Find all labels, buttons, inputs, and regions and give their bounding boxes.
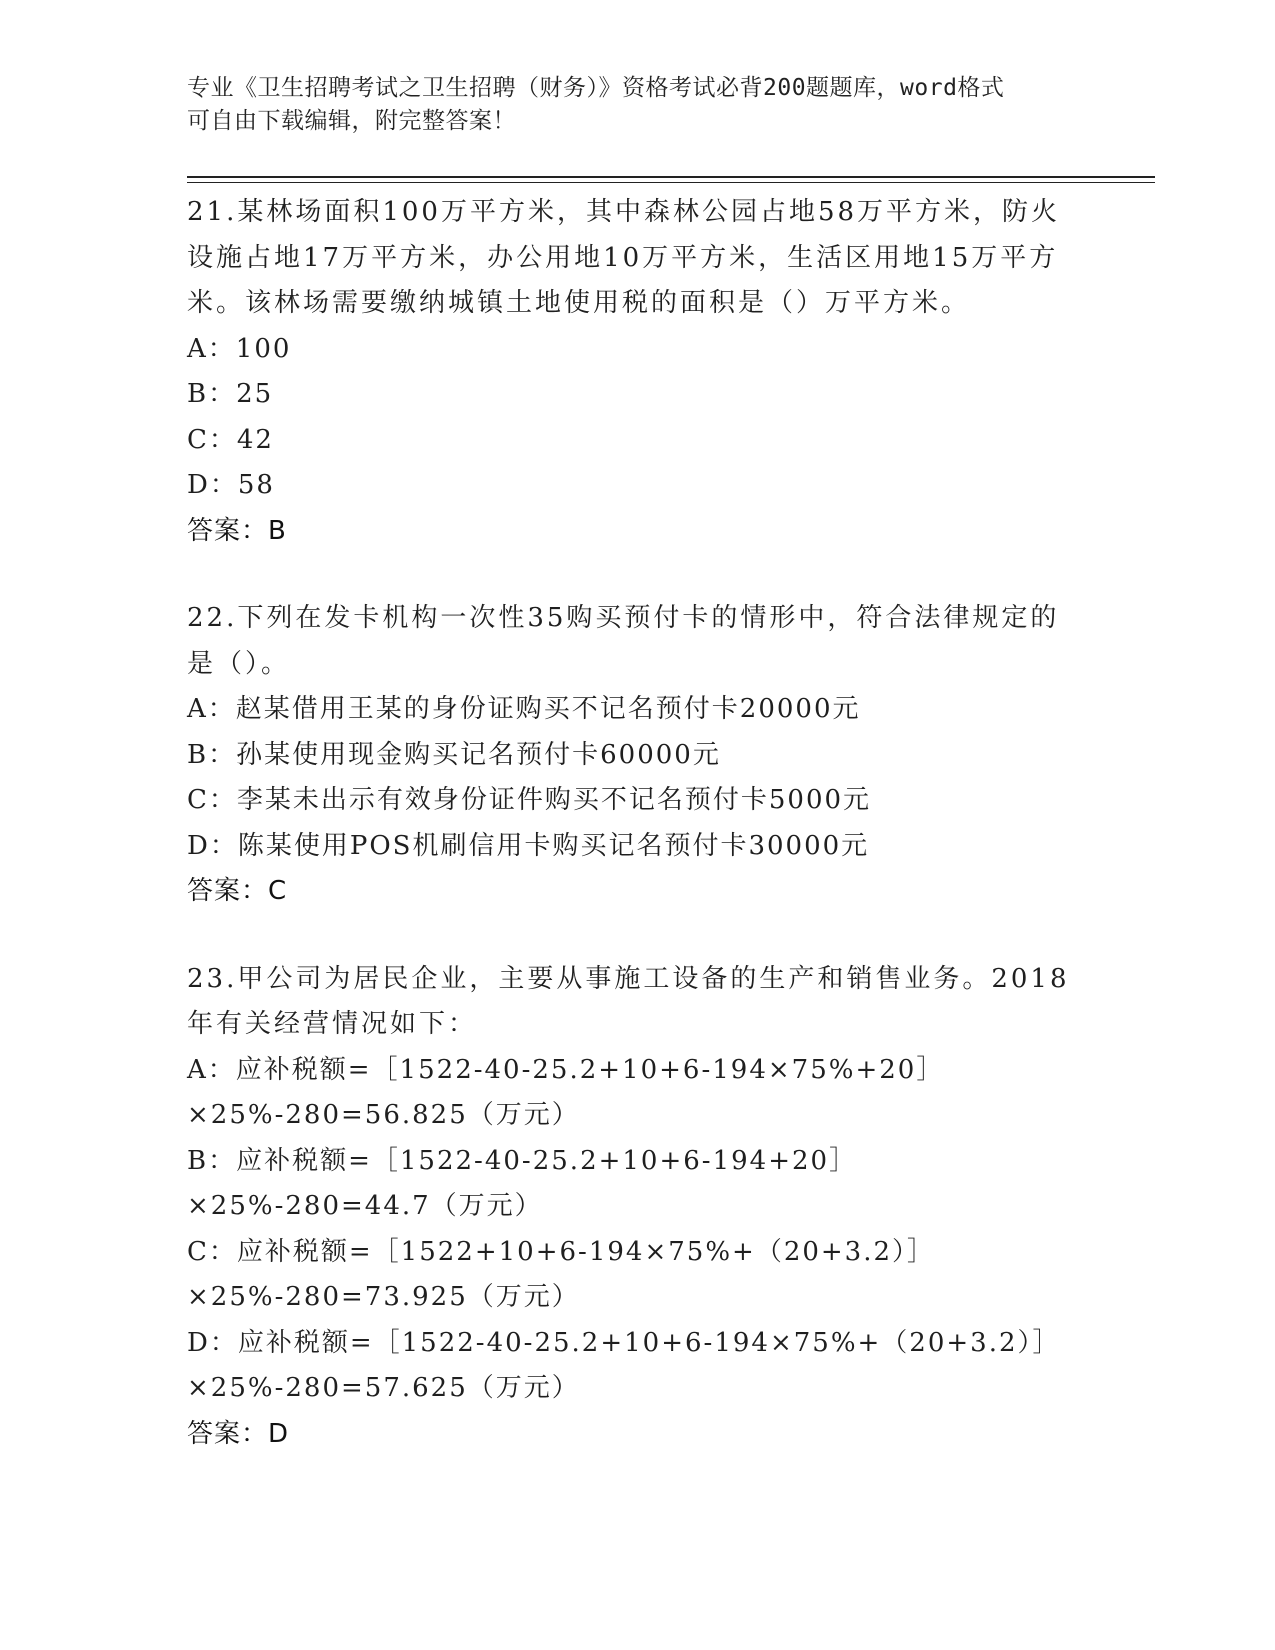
header-title-line2: 可自由下载编辑，附完整答案！ [187,108,516,134]
question-22 [187,596,1087,915]
answer-line: 答案：C [187,876,288,906]
header-divider-thin [187,182,1155,183]
question-list [187,190,1087,1499]
option-b: B：25 [187,379,274,409]
question-23 [187,957,1087,1458]
question-stem: 23.甲公司为居民企业，主要从事施工设备的生产和销售业务。2018年有关经营情况如下： [187,963,1070,1039]
option-a: A：应补税额=［1522-40-25.2+10+6-194×75%+20］×25%-280=56.825（万元） [187,1054,945,1130]
option-a: A：100 [187,333,292,364]
option-c: C：应补税额=［1522+10+6-194×75%+（20+3.2）］×25%-280=73.925（万元） [187,1236,936,1312]
document-header [187,72,1087,138]
option-c: C：李某未出示有效身份证件购买不记名预付卡5000元 [187,785,872,815]
option-d: D：58 [187,470,275,500]
option-b: B：应补税额=［1522-40-25.2+10+6-194+20］×25%-280=44.7（万元） [187,1145,858,1221]
option-d: D：陈某使用POS机刷信用卡购买记名预付卡30000元 [187,830,870,861]
header-title-line1: 专业《卫生招聘考试之卫生招聘（财务）》资格考试必背200题题库，word格式 [187,75,1005,101]
option-b: B：孙某使用现金购买记名预付卡60000元 [187,739,721,770]
option-c: C：42 [187,424,274,455]
option-d: D：应补税额=［1522-40-25.2+10+6-194×75%+（20+3.2）］×25%-280=57.625（万元） [187,1327,1061,1403]
question-stem: 22.下列在发卡机构一次性35购买预付卡的情形中，符合法律规定的是（）。 [187,603,1060,679]
answer-line: 答案：D [187,1418,290,1449]
header-divider-thick [187,176,1155,178]
option-a: A：赵某借用王某的身份证购买不记名预付卡20000元 [187,694,861,724]
question-stem: 21.某林场面积100万平方米，其中森林公园占地58万平方米，防火设施占地17万平方米，办公用地10万平方米，生活区用地15万平方米。该林场需要缴纳城镇土地使用税的面积是（）万平方米。 [187,197,1061,318]
answer-line: 答案：B [187,515,287,546]
question-21 [187,190,1087,554]
